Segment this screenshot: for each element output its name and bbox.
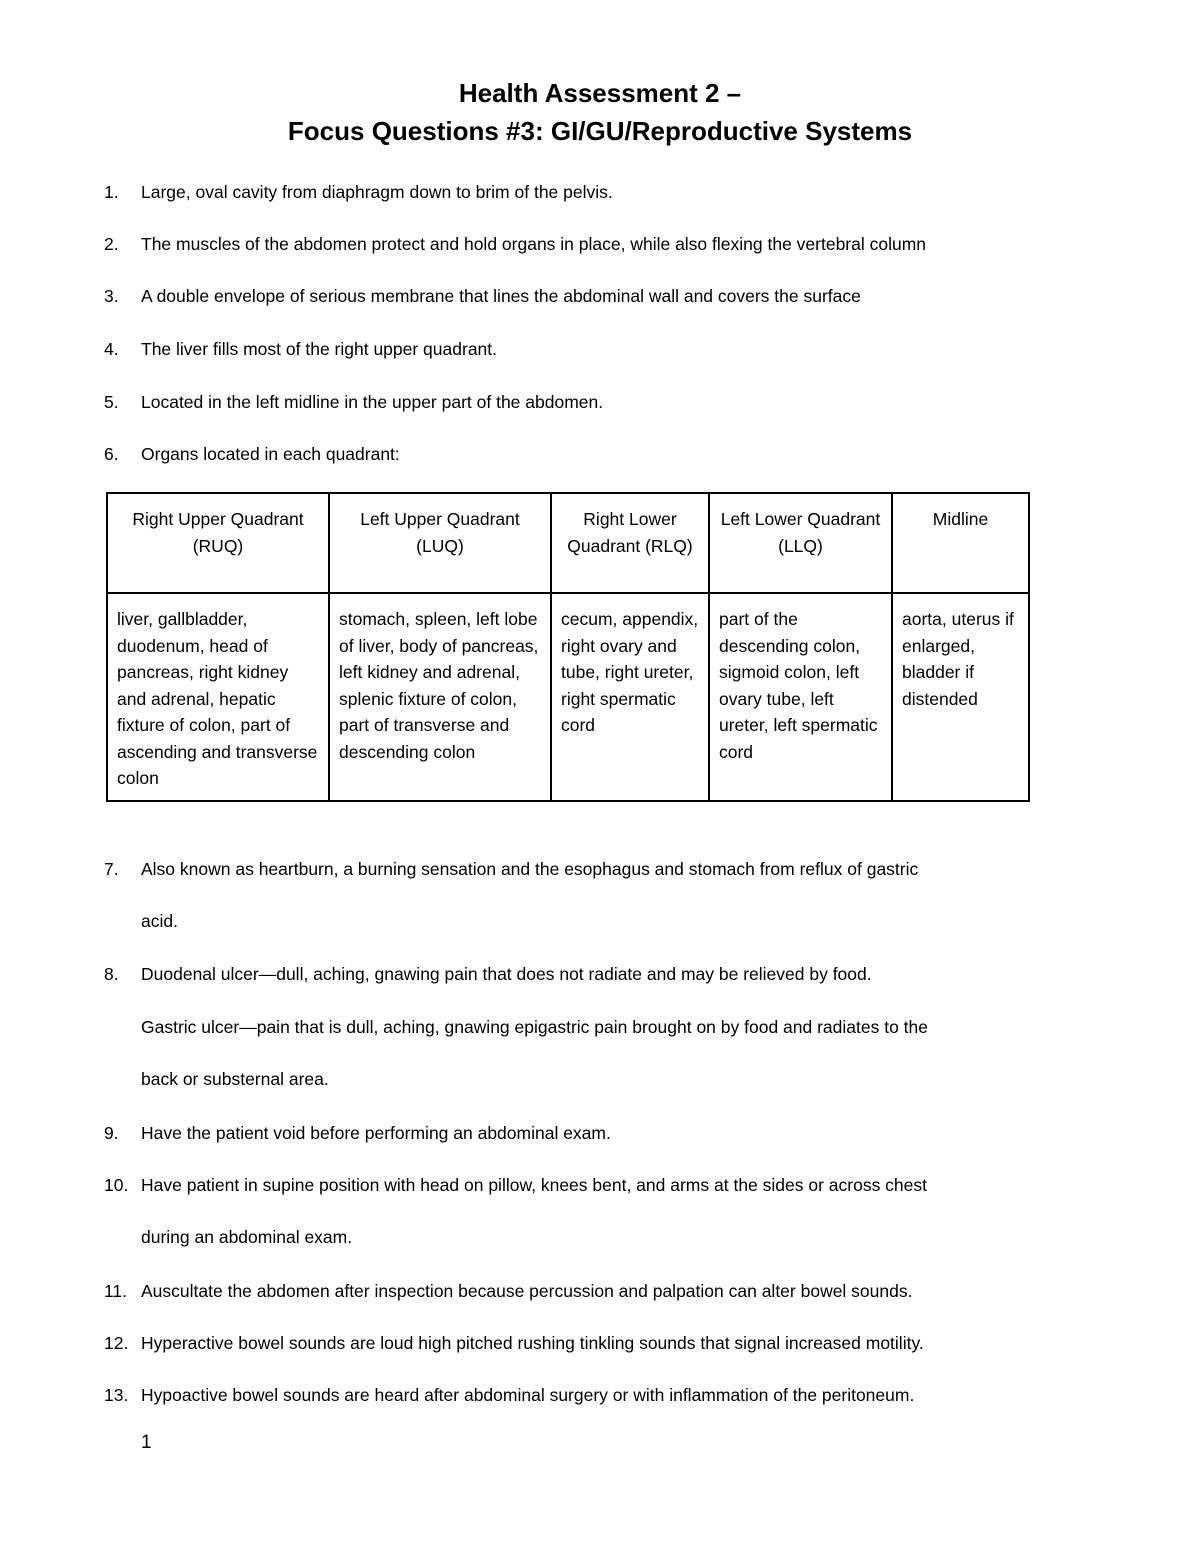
question-text: Also known as heartburn, a burning sensation and the esophagus and stomach from reflux of gastric xyxy=(141,859,919,879)
question-number: 12. xyxy=(104,1333,129,1353)
table-header-cell: Right Lower Quadrant (RLQ) xyxy=(551,493,709,593)
question-number: 11. xyxy=(104,1281,128,1301)
question-8-continuation: Gastric ulcer—pain that is dull, aching, gnawing epigastric pain brought on by food and radiates to the xyxy=(141,1017,929,1037)
question-number: 7. xyxy=(104,859,119,879)
question-number: 5. xyxy=(104,392,119,412)
question-9 xyxy=(104,1123,611,1143)
table-cell: cecum, appendix, right ovary and tube, right ureter, right spermatic cord xyxy=(551,593,709,801)
question-8-continuation: back or substernal area. xyxy=(141,1069,329,1089)
title-line-1: Health Assessment 2 – xyxy=(458,78,742,108)
question-number: 10. xyxy=(104,1175,129,1195)
question-5 xyxy=(104,392,603,412)
question-text: Duodenal ulcer—dull, aching, gnawing pain that does not radiate and may be relieved by food. xyxy=(141,964,872,984)
question-text: The muscles of the abdomen protect and hold organs in place, while also flexing the vertebral column xyxy=(141,234,927,254)
question-10-continuation: during an abdominal exam. xyxy=(141,1227,353,1247)
question-text: Have patient in supine position with head on pillow, knees bent, and arms at the sides or across chest xyxy=(141,1175,928,1195)
table-cell: liver, gallbladder, duodenum, head of pancreas, right kidney and adrenal, hepatic fixture of colon, part of ascending and transverse colon xyxy=(107,593,329,801)
question-number: 2. xyxy=(104,234,119,254)
question-6 xyxy=(104,444,400,464)
question-number: 13. xyxy=(104,1385,129,1405)
question-10 xyxy=(104,1175,927,1195)
table-header-row xyxy=(107,493,1029,593)
question-text: Have the patient void before performing an abdominal exam. xyxy=(141,1123,611,1143)
question-number: 1. xyxy=(104,182,119,202)
table-header-cell: Left Upper Quadrant (LUQ) xyxy=(329,493,551,593)
question-text: Located in the left midline in the upper part of the abdomen. xyxy=(141,392,604,412)
question-number: 6. xyxy=(104,444,119,464)
question-text: The liver fills most of the right upper quadrant. xyxy=(141,339,498,359)
question-7-continuation: acid. xyxy=(141,911,178,931)
question-7 xyxy=(104,859,918,879)
question-11 xyxy=(104,1281,912,1301)
question-2 xyxy=(104,234,926,254)
question-text: Hyperactive bowel sounds are loud high pitched rushing tinkling sounds that signal increased motility. xyxy=(141,1333,924,1353)
question-number: 8. xyxy=(104,964,119,984)
question-text: Hypoactive bowel sounds are heard after abdominal surgery or with inflammation of the peritoneum. xyxy=(141,1385,915,1405)
page-number: 1 xyxy=(141,1432,152,1453)
question-text: Organs located in each quadrant: xyxy=(141,444,400,464)
question-4 xyxy=(104,339,497,359)
table-header-cell: Right Upper Quadrant (RUQ) xyxy=(107,493,329,593)
question-number: 9. xyxy=(104,1123,119,1143)
question-text: Auscultate the abdomen after inspection because percussion and palpation can alter bowel sounds. xyxy=(141,1281,913,1301)
question-number: 3. xyxy=(104,286,119,306)
title-line-2: Focus Questions #3: GI/GU/Reproductive Systems xyxy=(287,116,913,146)
table-header-cell: Midline xyxy=(892,493,1029,593)
table-cell: aorta, uterus if enlarged, bladder if distended xyxy=(892,593,1029,801)
table-row xyxy=(107,593,1029,801)
question-1 xyxy=(104,182,613,202)
quadrant-organs-table xyxy=(106,492,1030,802)
document-title xyxy=(0,74,1200,150)
table-cell: part of the descending colon, sigmoid colon, left ovary tube, left ureter, left spermatic cord xyxy=(709,593,892,801)
table-header-cell: Left Lower Quadrant (LLQ) xyxy=(709,493,892,593)
question-text: Large, oval cavity from diaphragm down to brim of the pelvis. xyxy=(141,182,613,202)
table-cell: stomach, spleen, left lobe of liver, body of pancreas, left kidney and adrenal, splenic fixture of colon, part of transverse and descending colon xyxy=(329,593,551,801)
question-13 xyxy=(104,1385,914,1405)
question-number: 4. xyxy=(104,339,119,359)
question-text: A double envelope of serious membrane that lines the abdominal wall and covers the surface xyxy=(141,286,861,306)
question-3 xyxy=(104,286,861,306)
question-12 xyxy=(104,1333,924,1353)
question-8 xyxy=(104,964,872,984)
